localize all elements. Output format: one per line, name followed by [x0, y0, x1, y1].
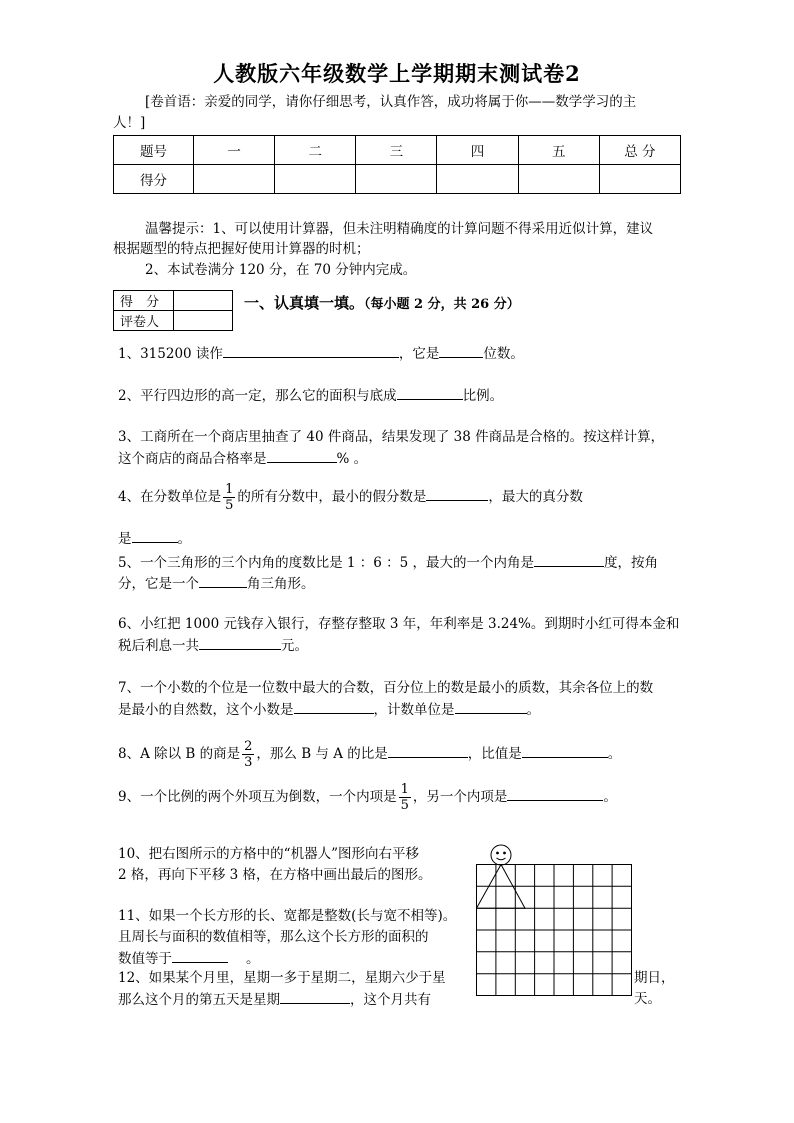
score-table — [113, 135, 681, 194]
grader-name-cell[interactable] — [174, 311, 233, 331]
q5-blank-type[interactable] — [199, 574, 247, 588]
question-7-line-1: 7、一个小数的个位是一位数中最大的合数，百分位上的数是最小的质数，其余各位上的数 — [118, 680, 654, 696]
question-10-line-2: 2 格，再向下平移 3 格，在方格中画出最后的图形。 — [118, 867, 432, 883]
preface-line-2: 人！] — [113, 115, 146, 131]
q5-text: 5、一个三角形的三个内角的度数比是 1 ：6 ：5 ，最大的一个内角是 — [118, 555, 535, 571]
q2-blank[interactable] — [397, 386, 463, 400]
grader-name-label: 评卷人 — [114, 311, 174, 331]
question-12-line-1-end: 期日， — [634, 970, 675, 986]
score-cell[interactable] — [356, 165, 437, 194]
q7-blank-unit[interactable] — [455, 700, 527, 714]
score-cell[interactable] — [599, 165, 680, 194]
question-6-line-2 — [118, 636, 308, 655]
q6-blank[interactable] — [199, 636, 281, 650]
score-header-cell: 二 — [275, 136, 356, 165]
score-cell[interactable] — [275, 165, 356, 194]
q4-fraction — [223, 482, 235, 513]
question-11-line-1: 11、如果一个长方形的长、宽都是整数(长与宽不相等)。 — [118, 908, 457, 924]
score-header-cell: 三 — [356, 136, 437, 165]
q4-text: 是 — [118, 531, 132, 547]
question-12-line-2 — [118, 990, 431, 1009]
tips-line-3: 2、本试卷满分 120 分，在 70 分钟内完成。 — [145, 262, 417, 278]
q4-blank-improper[interactable] — [426, 487, 488, 501]
q1-text: ，它是 — [398, 346, 440, 362]
fraction-numerator: 1 — [225, 482, 234, 497]
grader-table — [113, 290, 233, 331]
q4-text: ，最大的真分数 — [488, 489, 583, 505]
fraction-denominator: 3 — [244, 755, 253, 770]
question-12-line-1: 12、如果某个月里，星期一多于星期二，星期六少于星 — [118, 970, 446, 986]
section-1-note: （每小题 2 分，共 26 分） — [364, 297, 520, 312]
grader-score-cell[interactable] — [174, 291, 233, 311]
q11-blank[interactable] — [172, 949, 228, 963]
q4-text: 4、在分数单位是 — [118, 489, 222, 505]
question-6-line-1: 6、小红把 1000 元钱存入银行，存整存整取 3 年，年利率是 3.24%。到期时小红可得本金和 — [118, 616, 680, 632]
q8-text: 8、A 除以 B 的商是 — [118, 746, 241, 762]
question-2 — [118, 386, 503, 405]
q8-fraction — [242, 739, 254, 770]
question-11-line-3 — [118, 949, 260, 968]
q7-blank-number[interactable] — [294, 700, 374, 714]
fraction-numerator: 2 — [244, 739, 253, 754]
q3-text: 这个商店的商品合格率是 — [118, 451, 267, 467]
score-header-cell: 五 — [518, 136, 599, 165]
q7-text: ，计数单位是 — [373, 702, 455, 718]
fraction-denominator: 5 — [225, 498, 234, 513]
robot-eye-left — [497, 852, 499, 854]
question-4-line-1 — [118, 482, 583, 513]
q7-text: 。 — [526, 702, 540, 718]
q3-text: % 。 — [336, 451, 368, 467]
q5-blank-degree[interactable] — [534, 553, 604, 567]
q3-blank[interactable] — [267, 449, 337, 463]
question-4-line-2 — [118, 529, 191, 548]
page-title: 人教版六年级数学上学期期末测试卷2 — [213, 61, 581, 86]
fraction-denominator: 5 — [400, 798, 409, 813]
q2-text: 2、平行四边形的高一定，那么它的面积与底成 — [118, 388, 397, 404]
score-table-score-row — [114, 165, 681, 194]
score-cell[interactable] — [518, 165, 599, 194]
question-1 — [118, 344, 524, 363]
score-cell[interactable] — [437, 165, 518, 194]
robot-grid-figure[interactable] — [476, 842, 632, 998]
q5-text: 度，按角 — [604, 555, 659, 571]
q9-text: 。 — [603, 789, 617, 805]
robot-figure — [477, 845, 526, 908]
q12-text: ，这个月共有 — [350, 992, 431, 1008]
q5-text: 角三角形。 — [247, 576, 315, 592]
q8-text: 。 — [607, 746, 622, 762]
q5-text: 分，它是一个 — [118, 576, 199, 592]
q11-text: 数值等于 — [118, 951, 172, 967]
q12-blank-weekday[interactable] — [280, 990, 350, 1004]
q8-blank-value[interactable] — [522, 744, 608, 758]
score-header-cell: 总 分 — [599, 136, 680, 165]
q9-fraction — [399, 782, 411, 813]
score-row-label: 得分 — [114, 165, 194, 194]
preface-line-1: [卷首语：亲爱的同学，请你仔细思考，认真作答，成功将属于你——数学学习的主 — [145, 94, 637, 110]
fraction-numerator: 1 — [400, 782, 409, 797]
question-7-line-2 — [118, 700, 540, 719]
q11-text: 。 — [246, 951, 260, 967]
score-header-cell: 四 — [437, 136, 518, 165]
score-table-header-row — [114, 136, 681, 165]
q8-text: ，比值是 — [467, 746, 522, 762]
robot-eye-right — [504, 852, 506, 854]
q4-text: 的所有分数中，最小的假分数是 — [237, 489, 427, 505]
question-9 — [118, 782, 617, 813]
q1-text: 1、315200 读作 — [118, 346, 223, 362]
q4-blank-proper[interactable] — [132, 529, 178, 543]
question-10-line-1: 10、把右图所示的方格中的“机器人”图形向右平移 — [118, 846, 419, 862]
q2-text: 比例。 — [462, 388, 504, 404]
question-3-line-2 — [118, 449, 367, 468]
section-1-heading: 一、认真填一填。 — [244, 294, 365, 312]
q8-blank-ratio[interactable] — [388, 744, 468, 758]
q1-blank-reading[interactable] — [223, 344, 399, 358]
question-11-line-2: 且周长与面积的数值相等，那么这个长方形的面积的 — [118, 929, 429, 945]
q7-text: 是最小的自然数，这个小数是 — [118, 702, 294, 718]
score-header-cell: 一 — [194, 136, 275, 165]
score-cell[interactable] — [194, 165, 275, 194]
q6-text: 税后利息一共 — [118, 638, 199, 654]
q6-text: 元。 — [281, 638, 308, 654]
robot-head — [491, 845, 511, 865]
q8-text: ，那么 B 与 A 的比是 — [256, 746, 388, 762]
q1-blank-digits[interactable] — [439, 344, 483, 358]
question-8 — [118, 739, 621, 770]
grid-lines — [477, 865, 632, 996]
section-1-title — [244, 292, 520, 313]
question-5-line-1 — [118, 553, 658, 572]
q9-text: 9、一个比例的两个外项互为倒数，一个内项是 — [118, 789, 397, 805]
q1-text: 位数。 — [483, 346, 524, 362]
question-3-line-1: 3、工商所在一个商店里抽查了 40 件商品，结果发现了 38 件商品是合格的。按这样计算， — [118, 429, 665, 445]
q9-blank[interactable] — [507, 787, 603, 801]
q4-text: 。 — [177, 531, 191, 547]
question-12-line-2-end: 天。 — [634, 991, 661, 1007]
tips-line-2: 根据题型的特点把握好使用计算器的时机； — [113, 241, 370, 257]
q12-text: 那么这个月的第五天是星期 — [118, 992, 280, 1008]
robot-mouth — [497, 858, 506, 860]
q9-text: ，另一个内项是 — [412, 789, 508, 805]
question-5-line-2 — [118, 574, 315, 593]
score-header-cell: 题号 — [114, 136, 194, 165]
tips-line-1: 温馨提示：1、可以使用计算器，但未注明精确度的计算问题不得采用近似计算，建议 — [145, 221, 654, 237]
grader-score-label: 得 分 — [114, 291, 174, 311]
